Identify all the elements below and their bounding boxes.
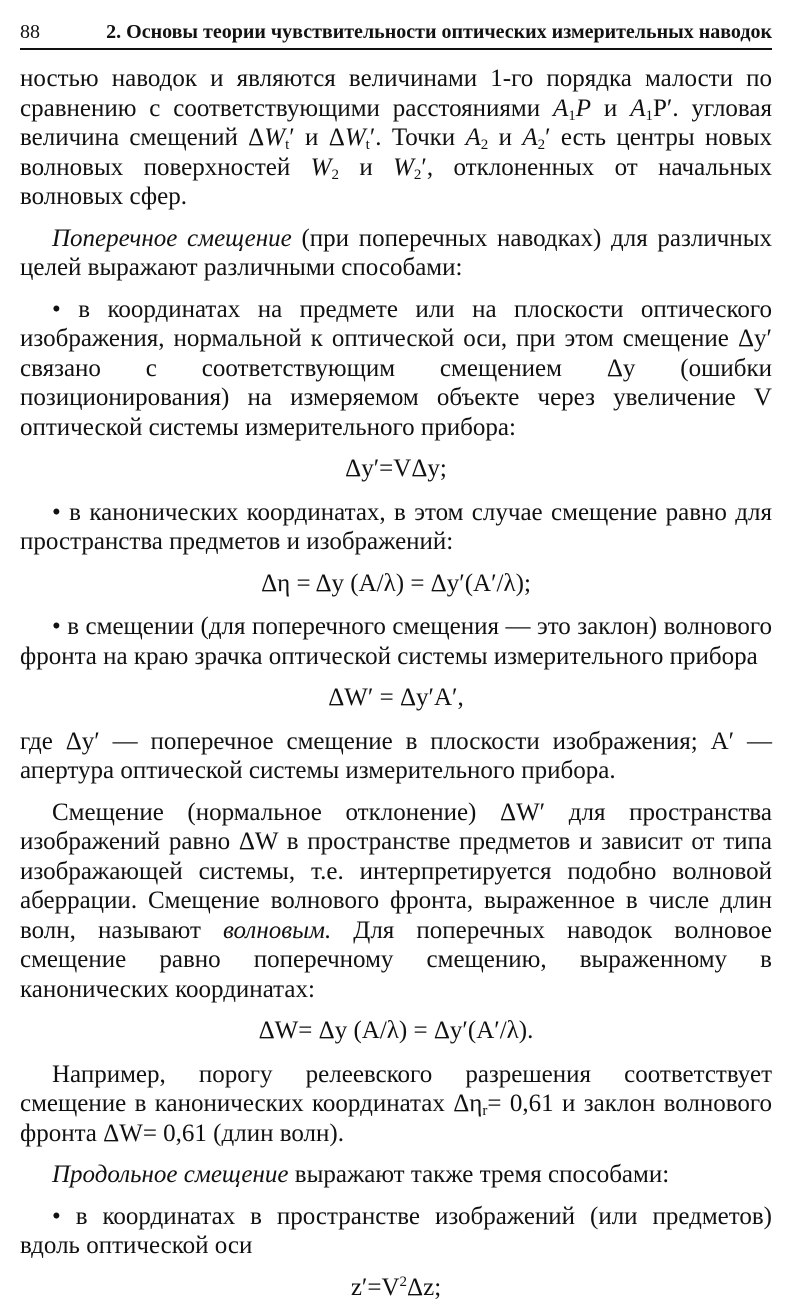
bullet-1: • в координатах на предмете или на плоскости оптического изображения, нормальной к оптической оси, при этом смещение Δy′ связано с соответствующим смещением Δy (ошибки позиционирования) на измеряемом объекте через увеличение V оптической системы измерительного прибора:: [20, 295, 772, 441]
bullet-4: • в координатах в пространстве изображений (или предметов) вдоль оптической оси: [20, 1202, 772, 1259]
term-longitudinal-shift: Продольное смещение: [52, 1161, 289, 1188]
term-transverse-shift: Поперечное смещение: [52, 224, 292, 252]
paragraph-where: где Δy′ — поперечное смещение в плоскости изображения; A′ — апертура оптической системы измерительного прибора.: [20, 727, 772, 784]
bullet-3: • в смещении (для поперечного смещения — это заклон) волнового фронта на краю зрачка оптической системы измерительного прибора: [20, 613, 772, 670]
formula-5: $z'=V^2\Delta z$;: [350, 1273, 442, 1301]
page-number: 88: [20, 21, 40, 43]
bullet-2: • в канонических координатах, в этом случае смещение равно для пространства предметов и изображений:: [20, 498, 772, 555]
paragraph-3: Смещение (нормальное отклонение) ΔW′ для пространства изображений равно ΔW в пространстве предметов и зависит от типа изображающей системы, т.е. интерпретируется подобно волновой аберрации. Смещение волнового фронта, выраженное в числе длин волн, называют волновым. Для поперечных наводок волновое смещение равно поперечному смещению, выраженному в канонических координатах:: [20, 798, 772, 1003]
formula-2: Δη = Δy (A/λ) = Δy′(A′/λ);: [261, 569, 531, 597]
formula-1: Δy′=VΔy;: [345, 455, 447, 482]
formula-3: ΔW′ = Δy′A′,: [328, 684, 464, 711]
page-body: [20, 64, 772, 1316]
paragraph-2: Поперечное смещение (при поперечных наводках) для различных целей выражают различными способами:: [20, 224, 772, 281]
paragraph-5: Продольное смещение выражают также тремя способами:: [52, 1161, 670, 1188]
paragraph-1: ностью наводок и являются величинами 1-го порядка малости по сравнению с соответствующими расстояниями $A_1P$ и $A_1P'$. угловая величина смещений $\Delta W_t'$ и $\Delta W_t'$. Точки $A_2$ и $A_2'$ есть центры новых волновых поверхностей $W_2$ и $W_2'$, отклоненных от начальных волновых сфер.: [20, 65, 773, 210]
formula-4: ΔW= Δy (A/λ) = Δy′(A′/λ).: [258, 1017, 534, 1044]
term-wave: волновым.: [223, 916, 332, 944]
paragraph-4: Например, порогу релеевского разрешения соответствует смещение в канонических координатах $\Delta\eta_r= 0,61$ и заклон волнового фронта ΔW= 0,61 (длин волн).: [20, 1060, 772, 1147]
running-header: [20, 18, 772, 50]
chapter-title: 2. Основы теории чувствительности оптических измерительных наводок: [106, 21, 772, 43]
